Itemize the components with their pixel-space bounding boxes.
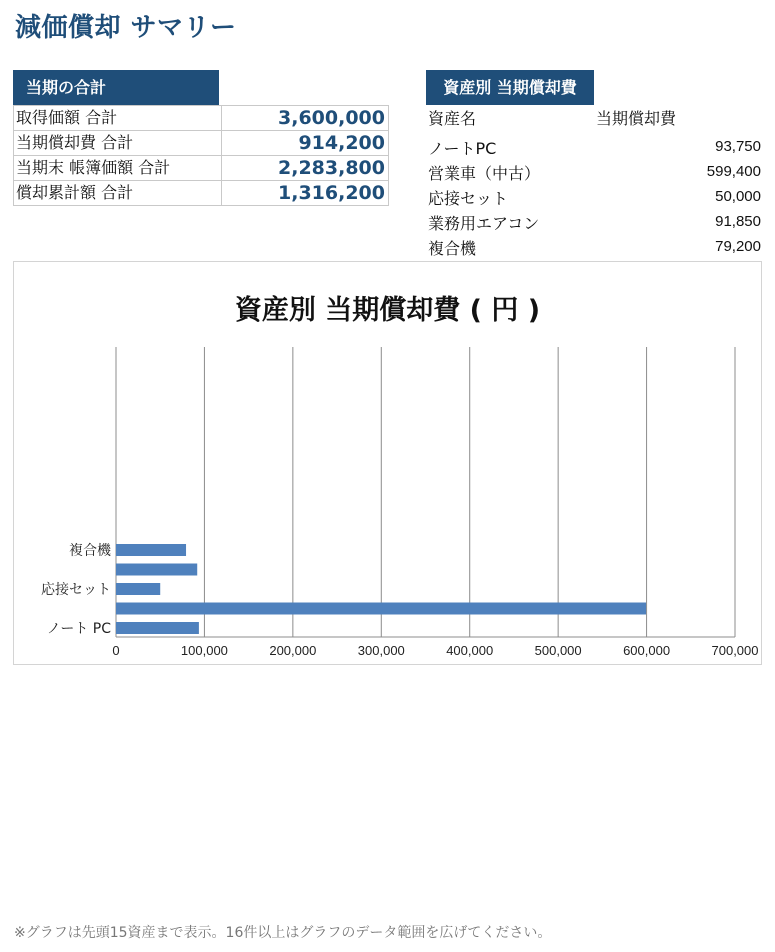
summary-label: 当期償却費 合計 [14, 131, 222, 156]
x-tick-label: 0 [112, 643, 120, 658]
y-tick-label: 複合機 [69, 543, 111, 559]
asset-amount: 91,850 [715, 213, 761, 230]
x-tick-label: 600,000 [623, 643, 671, 658]
asset-amount: 599,400 [706, 163, 761, 180]
bar [116, 583, 160, 595]
asset-amount: 79,200 [715, 238, 761, 255]
x-tick-label: 400,000 [446, 643, 494, 658]
asset-name: 業務用エアコン [428, 214, 540, 233]
asset-name: 複合機 [428, 239, 477, 258]
summary-value: 914,200 [222, 131, 389, 156]
asset-amount: 50,000 [715, 188, 761, 205]
asset-col-amount: 当期償却費 [596, 109, 677, 128]
y-tick-label: 応接セット [41, 582, 111, 598]
asset-header: 資産別 当期償却費 [426, 70, 594, 105]
bar [116, 603, 646, 615]
chart-title: 資産別 当期償却費 ( 円 ) [234, 295, 541, 326]
bar [116, 544, 186, 556]
asset-amount: 93,750 [715, 138, 761, 155]
page-title: 減価償却 サマリー [15, 13, 237, 43]
summary-header: 当期の合計 [13, 70, 219, 105]
asset-name: ノートPC [428, 139, 497, 158]
asset-col-name: 資産名 [428, 109, 477, 128]
footnote: ※グラフは先頭15資産まで表示。16件以上はグラフのデータ範囲を広げてください。 [14, 925, 552, 941]
bar [116, 622, 199, 634]
summary-label: 償却累計額 合計 [14, 181, 222, 206]
asset-name: 応接セット [428, 189, 509, 208]
asset-name: 営業車（中古） [428, 164, 541, 183]
x-tick-label: 300,000 [357, 643, 405, 658]
x-tick-label: 200,000 [269, 643, 317, 658]
x-tick-label: 700,000 [711, 643, 759, 658]
summary-value: 2,283,800 [222, 156, 389, 181]
x-tick-label: 500,000 [534, 643, 582, 658]
y-tick-label: ノート PC [46, 621, 111, 637]
summary-label: 取得価額 合計 [14, 106, 222, 131]
summary-label: 当期末 帳簿価額 合計 [14, 156, 222, 181]
bar [116, 564, 197, 576]
summary-value: 3,600,000 [222, 106, 389, 131]
summary-value: 1,316,200 [222, 181, 389, 206]
x-tick-label: 100,000 [180, 643, 228, 658]
